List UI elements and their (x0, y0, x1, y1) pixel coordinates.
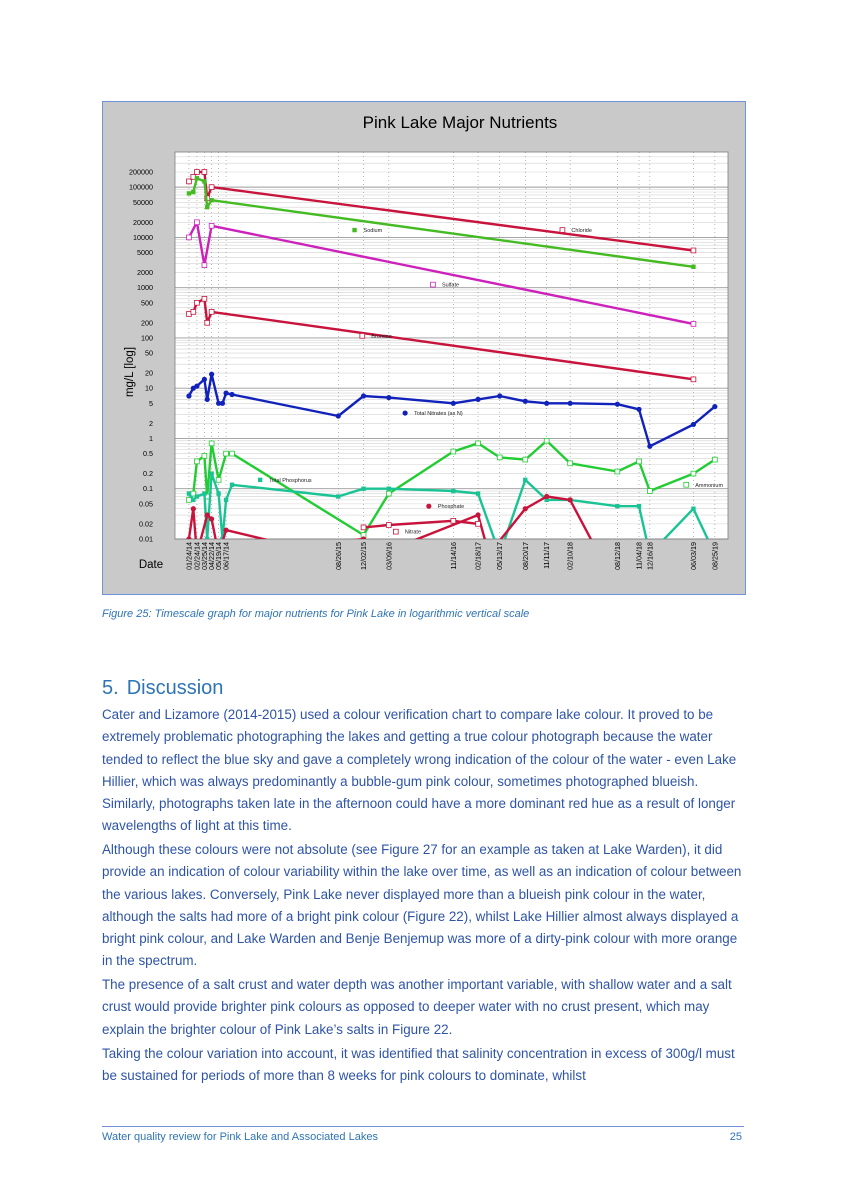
x-tick-label: 08/12/18 (612, 542, 622, 570)
data-point (451, 518, 456, 523)
y-tick-label: 100000 (129, 182, 153, 192)
data-point (229, 392, 234, 397)
data-point (186, 536, 191, 541)
data-point (361, 525, 366, 530)
data-point (195, 176, 199, 180)
data-point (691, 422, 696, 427)
section-heading (102, 677, 231, 700)
data-point (230, 483, 234, 487)
data-point (187, 497, 192, 502)
data-point (476, 491, 480, 495)
paragraph-2: Although these colours were not absolute (see Figure 27 for an example as taken at Lake Warden), it did provide an indication of colour variability within the lake over time, as well as an indication of colour between the various lakes. Conversely, Pink Lake never displayed more than a blueish pink colour in the water, although the salts had more of a bright pink colour (Figure 22), whilst Lake Hillier almost always displayed a bright pink colour, and Lake Warden and Benje Benjemup was more of a dirty-pink colour with more orange in the spectrum. (102, 842, 742, 969)
series-label: Total Phosphorus (269, 477, 312, 484)
paragraph-3: The presence of a salt crust and water depth was another important variable, with shallow water and a salt crust would provide brighter pink colours as opposed to deeper water with no crust present, which may explain the brighter colour of Pink Lake’s salts in Figure 22. (102, 977, 732, 1037)
data-point (684, 482, 689, 487)
data-point (216, 491, 220, 495)
chart-figure (102, 101, 746, 595)
y-tick-label: 0.02 (139, 519, 153, 529)
series-label: Nitrate (404, 529, 422, 536)
x-tick-label: 08/26/15 (333, 542, 343, 570)
y-tick-label: 0.2 (143, 469, 153, 479)
paragraph-4: Taking the colour variation into account, it was identified that salinity concentration in excess of 300g/l must be sustained for periods of more than 8 weeks for pink colours to dominate, whilst (102, 1046, 735, 1084)
data-point (615, 469, 620, 474)
y-tick-label: 5000 (137, 248, 153, 258)
data-point (691, 507, 695, 511)
data-point (523, 457, 528, 462)
data-point (544, 401, 549, 406)
y-tick-label: 100 (141, 333, 153, 343)
data-point (544, 494, 549, 499)
data-point (209, 471, 213, 475)
y-tick-label: 0.01 (139, 534, 153, 544)
data-point (523, 399, 528, 404)
x-tick-label: 12/16/18 (645, 542, 655, 570)
y-tick-label: 10 (145, 383, 153, 393)
x-tick-label: 04/22/14 (207, 542, 217, 570)
data-point (209, 441, 214, 446)
y-tick-label: 2 (149, 418, 153, 428)
nutrients-chart (103, 102, 745, 594)
data-point (647, 489, 652, 494)
data-point (523, 478, 527, 482)
data-point (377, 552, 382, 557)
data-point (403, 410, 408, 415)
data-point (523, 506, 528, 511)
series-label: Sodium (363, 228, 383, 235)
data-point (431, 282, 436, 287)
data-point (712, 404, 717, 409)
data-point (202, 491, 206, 495)
data-point (568, 401, 573, 406)
data-point (691, 265, 695, 269)
data-point (195, 300, 200, 305)
data-point (497, 455, 502, 460)
data-point (712, 457, 717, 462)
series-label: Phosphate (437, 504, 465, 511)
data-point (202, 377, 207, 382)
data-point (352, 228, 356, 232)
data-point (637, 504, 641, 508)
data-point (191, 309, 196, 314)
x-tick-label: 08/25/19 (710, 542, 720, 570)
data-point (426, 504, 431, 509)
y-tick-label: 5 (149, 398, 153, 408)
x-tick-label: 03/09/16 (384, 542, 394, 570)
data-point (544, 438, 549, 443)
data-point (293, 544, 298, 549)
section-number: 5. (102, 677, 119, 699)
y-tick-label: 50 (145, 348, 153, 358)
data-point (205, 320, 210, 325)
data-point (386, 395, 391, 400)
data-point (451, 401, 456, 406)
data-point (187, 491, 191, 495)
data-point (568, 461, 573, 466)
data-point (361, 393, 366, 398)
data-point (560, 228, 565, 233)
data-point (191, 190, 195, 194)
data-point (258, 478, 262, 482)
data-point (393, 529, 398, 534)
series-label: Sulfate (441, 282, 460, 289)
data-point (223, 390, 228, 395)
x-tick-label: 12/02/15 (359, 542, 369, 570)
y-tick-label: 20 (145, 368, 153, 378)
data-point (216, 477, 221, 482)
data-point (202, 263, 207, 268)
data-point (386, 523, 391, 528)
data-point (220, 401, 225, 406)
data-point (202, 179, 206, 183)
data-point (476, 521, 481, 526)
y-tick-label: 50000 (133, 197, 153, 207)
series-label: Total Nitrates (as N) (414, 411, 463, 418)
y-axis-label: mg/L [log] (124, 346, 136, 398)
data-point (223, 528, 228, 533)
x-tick-label: 02/18/17 (473, 542, 483, 570)
page-number: 25 (729, 1131, 742, 1143)
data-point (497, 393, 502, 398)
data-point (195, 170, 200, 175)
data-point (205, 537, 209, 541)
data-point (386, 491, 391, 496)
data-point (361, 536, 366, 541)
data-point (202, 453, 207, 458)
paragraph-1: Cater and Lizamore (2014-2015) used a colour verification chart to compare lake colour. It proved to be extremely problematic photographing the lakes and getting a true colour photograph because the water tended to reflect the blue sky and gave a completely wrong indication of the colour of the water - even Lake Hillier, which was always predominantly a bubble-gum pink colour, sometimes photographed blueish. Similarly, photographs taken late in the afternoon could have a more dominant red hue as a result of longer wavelengths of light at this time. (102, 707, 737, 834)
data-point (691, 471, 696, 476)
x-tick-label: 08/20/17 (520, 542, 530, 570)
data-point (336, 413, 341, 418)
data-point (209, 223, 214, 228)
y-tick-label: 1 (149, 433, 153, 443)
data-point (191, 506, 196, 511)
y-tick-label: 0.1 (143, 484, 153, 494)
x-tick-label: 01/24/14 (184, 542, 194, 570)
data-point (186, 393, 191, 398)
data-point (230, 451, 235, 456)
data-point (360, 333, 365, 338)
y-tick-label: 1000 (137, 283, 153, 293)
data-point (187, 191, 191, 195)
data-point (596, 552, 601, 557)
data-point (209, 372, 214, 377)
data-point (451, 489, 455, 493)
section-title: Discussion (126, 677, 224, 699)
data-point (202, 170, 207, 175)
series-label: Chloride (571, 228, 592, 235)
data-point (205, 205, 209, 209)
series-label: Ammonium (695, 482, 724, 489)
x-axis-label: Date (138, 559, 164, 571)
data-point (195, 494, 199, 498)
footer-title: Water quality review for Pink Lake and Associated Lakes (102, 1131, 378, 1143)
data-point (486, 552, 491, 557)
y-tick-label: 200000 (129, 167, 153, 177)
data-point (194, 384, 199, 389)
x-tick-label: 11/14/16 (448, 542, 458, 570)
data-point (691, 248, 696, 253)
x-tick-label: 11/04/18 (634, 542, 644, 570)
figure-caption: Figure 25: Timescale graph for major nutrients for Pink Lake in logarithmic vertical scale (102, 608, 530, 620)
data-point (691, 322, 696, 327)
data-point (636, 407, 641, 412)
x-tick-label: 06/03/19 (688, 542, 698, 570)
data-point (209, 198, 213, 202)
chart-title: Pink Lake Major Nutrients (362, 113, 558, 132)
data-point (387, 487, 391, 491)
data-point (209, 185, 214, 190)
data-point (476, 441, 481, 446)
data-point (615, 504, 619, 508)
data-point (475, 397, 480, 402)
data-point (568, 497, 573, 502)
data-point (209, 516, 214, 521)
data-point (475, 512, 480, 517)
y-tick-label: 10000 (133, 232, 153, 242)
data-point (195, 220, 200, 225)
data-point (224, 451, 229, 456)
y-tick-label: 2000 (137, 268, 153, 278)
y-tick-label: 500 (141, 298, 153, 308)
data-point (195, 459, 200, 464)
y-tick-label: 0.5 (143, 449, 153, 459)
data-point (615, 402, 620, 407)
data-point (361, 487, 365, 491)
data-point (336, 494, 340, 498)
x-tick-label: 02/24/14 (192, 542, 202, 570)
data-point (187, 179, 192, 184)
data-point (187, 235, 192, 240)
x-tick-label: 05/13/17 (495, 542, 505, 570)
data-point (691, 377, 696, 382)
data-point (637, 459, 642, 464)
y-tick-label: 200 (141, 318, 153, 328)
x-tick-label: 05/19/14 (214, 542, 224, 570)
x-tick-label: 11/11/17 (542, 542, 552, 569)
x-tick-label: 06/17/14 (221, 542, 231, 570)
data-point (209, 309, 214, 314)
data-point (202, 296, 207, 301)
data-point (205, 397, 210, 402)
y-tick-label: 0.05 (139, 499, 153, 509)
y-tick-label: 20000 (133, 217, 153, 227)
data-point (224, 498, 228, 502)
x-tick-label: 03/25/14 (199, 542, 209, 570)
x-tick-label: 02/10/18 (565, 542, 575, 570)
series-label: Bromine (371, 333, 392, 340)
data-point (205, 512, 210, 517)
data-point (647, 444, 652, 449)
footer-divider (102, 1126, 744, 1127)
data-point (451, 449, 456, 454)
